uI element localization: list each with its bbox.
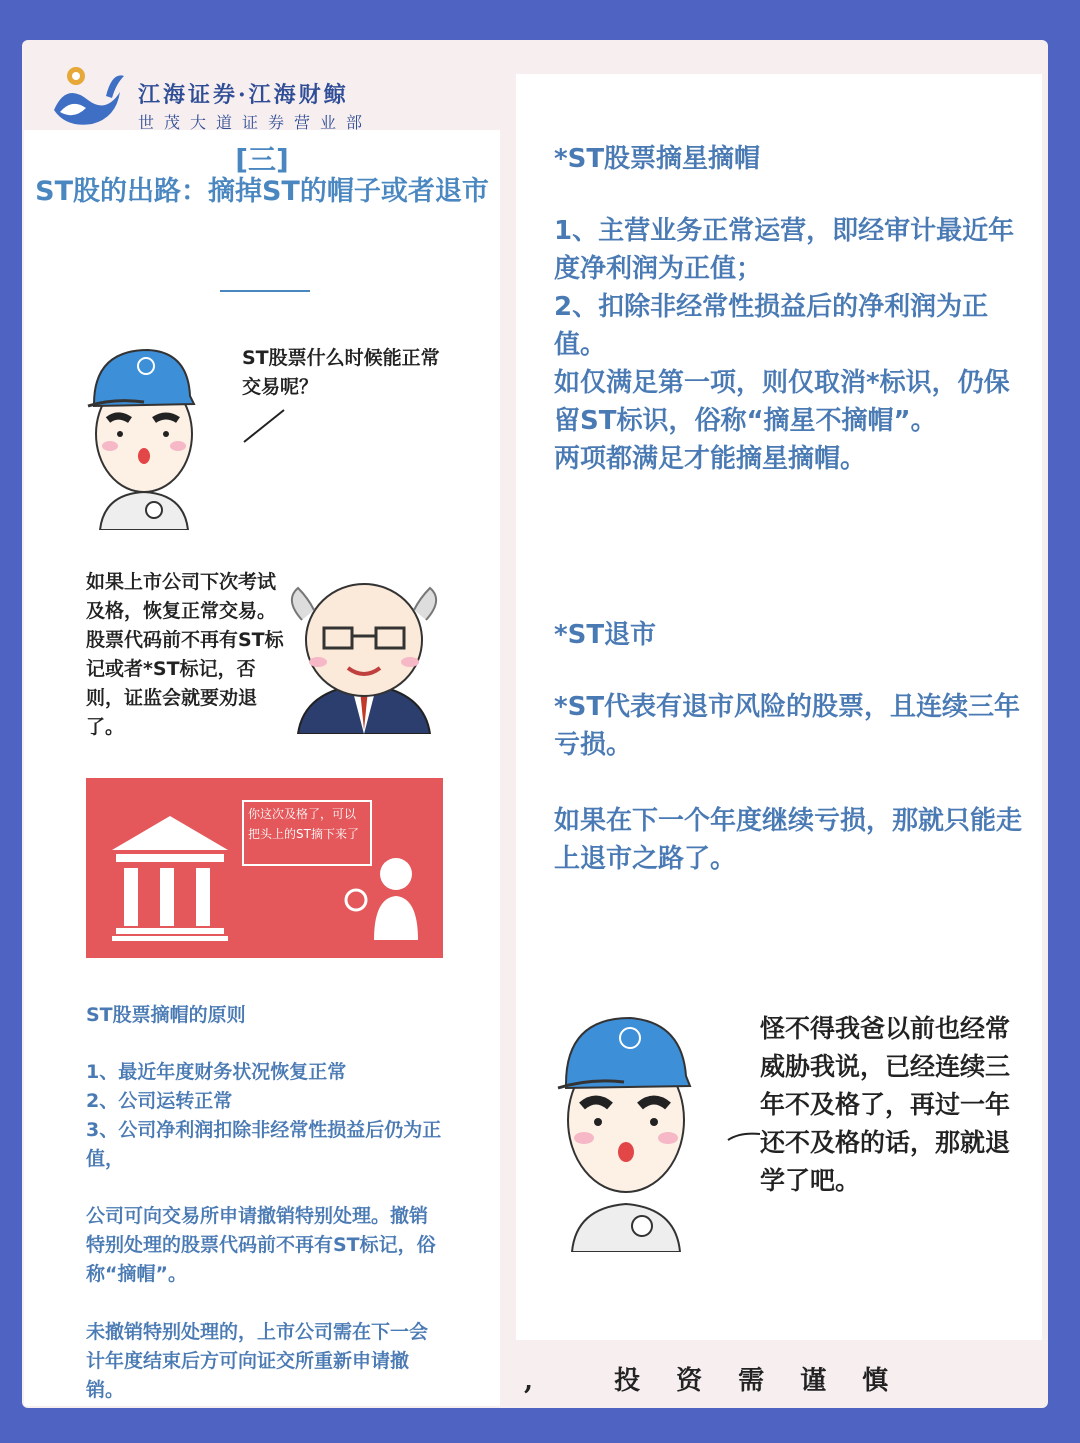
right-title-star-cap: *ST股票摘星摘帽 xyxy=(554,144,761,174)
boy-question-text: ST股票什么时候能正常交易呢？ xyxy=(242,347,440,398)
right-rules xyxy=(554,212,1030,478)
delist-text-1: *ST代表有退市风险的股票，且连续三年亏损。 xyxy=(554,692,1021,760)
exchange-building-icon xyxy=(108,812,232,942)
speech-line xyxy=(726,1130,762,1142)
rule-item: 如仅满足第一项，则仅取消*标识，仍保留ST标识，俗称“摘星不摘帽”。 xyxy=(554,368,1010,436)
section-number: [三] xyxy=(235,143,289,176)
principle-list xyxy=(86,1058,456,1174)
oldman-speech-text: 如果上市公司下次考试及格，恢复正常交易。股票代码前不再有ST标记或者*ST标记，否则，证监会就要劝退了。 xyxy=(86,571,284,738)
redbox-speech-bubble: 你这次及格了，可以把头上的ST摘下来了 xyxy=(242,800,372,866)
whale-logo-icon xyxy=(46,62,128,132)
principle-item: 3、公司净利润扣除非经常性损益后仍为正值， xyxy=(86,1119,442,1170)
brand-name: 江海证券·江海财鲸 xyxy=(138,82,349,108)
revoke-text: 未撤销特别处理的，上市公司需在下一会计年度结束后方可向证交所重新申请撤销。 xyxy=(86,1321,429,1401)
right-title-delist: *ST退市 xyxy=(554,620,657,650)
person-icon xyxy=(340,856,424,940)
boy-speech-text: 怪不得我爸以前也经常威胁我说，已经连续三年不及格了，再过一年还不及格的话，那就退学了吧。 xyxy=(760,1014,1011,1195)
brand-branch: 世茂大道证券营业部 xyxy=(138,113,373,132)
footer-disclaimer: , 投资需谨慎 xyxy=(524,1366,925,1396)
delist-text-2: 如果在下一个年度继续亏损，那就只能走上退市之路了。 xyxy=(554,806,1023,874)
section-title: ST股的出路：摘掉ST的帽子或者退市 xyxy=(35,176,489,207)
apply-text: 公司可向交易所申请撤销特别处理。撤销特别处理的股票代码前不再有ST标记，俗称“摘帽”。 xyxy=(86,1205,436,1285)
principle-title: ST股票摘帽的原则 xyxy=(86,1004,246,1026)
boy-cartoon-icon xyxy=(84,344,204,530)
rule-item: 2、扣除非经常性损益后的净利润为正值。 xyxy=(554,292,989,360)
title-divider xyxy=(220,290,310,292)
principle-item: 2、公司运转正常 xyxy=(86,1090,233,1112)
speech-line xyxy=(240,406,290,446)
boy-cartoon-icon xyxy=(554,1012,694,1252)
rule-item: 1、主营业务正常运营，即经审计最近年度净利润为正值； xyxy=(554,216,1015,284)
rule-item: 两项都满足才能摘星摘帽。 xyxy=(554,444,867,474)
oldman-cartoon-icon xyxy=(278,570,450,734)
principle-item: 1、最近年度财务状况恢复正常 xyxy=(86,1061,347,1083)
